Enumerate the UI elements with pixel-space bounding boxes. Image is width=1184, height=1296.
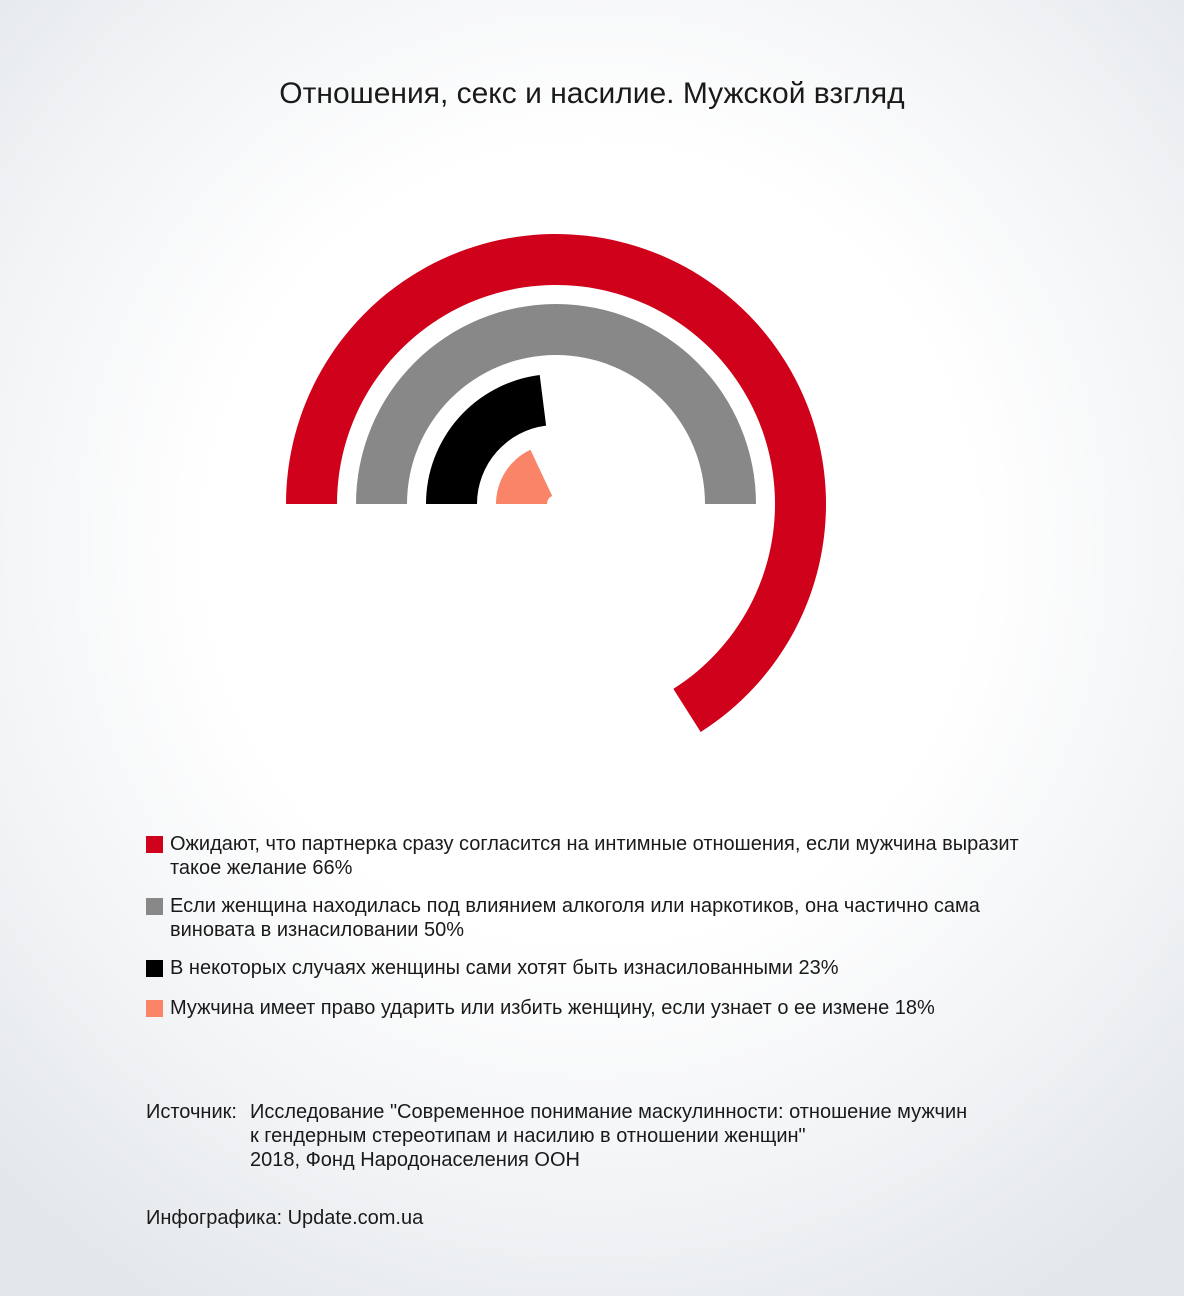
legend-swatch	[146, 898, 163, 915]
legend-label: Ожидают, что партнерка сразу согласится на интимные отношения, если мужчина выразит такое желание 66%	[170, 833, 1019, 879]
source-line: Исследование "Современное понимание маскулинности: отношение мужчин	[250, 1101, 968, 1123]
legend-label: Если женщина находилась под влиянием алкоголя или наркотиков, она частично сама виновата в изнасиловании 50%	[170, 895, 980, 941]
legend-label: В некоторых случаях женщины сами хотят быть изнасилованными 23%	[170, 957, 839, 979]
radial-bar-4	[496, 450, 552, 504]
legend-item	[146, 894, 1046, 942]
source-line: к гендерным стереотипам и насилию в отношении женщин"	[250, 1125, 806, 1147]
legend-swatch	[146, 836, 163, 853]
infographic-credit: Инфографика: Update.com.ua	[146, 1207, 424, 1229]
legend-label: Мужчина имеет право ударить или избить женщину, если узнает о ее измене 18%	[170, 997, 935, 1019]
source-line: 2018, Фонд Народонаселения ООН	[250, 1149, 580, 1171]
legend-swatch	[146, 1000, 163, 1017]
legend-swatch	[146, 960, 163, 977]
legend-item	[146, 956, 1046, 980]
legend-item	[146, 996, 1046, 1020]
source-text	[250, 1100, 1070, 1172]
legend	[146, 832, 1046, 1034]
chart-title: Отношения, секс и насилие. Мужской взгляд	[279, 77, 905, 110]
legend-item	[146, 832, 1046, 880]
source-label: Источник:	[146, 1101, 237, 1123]
